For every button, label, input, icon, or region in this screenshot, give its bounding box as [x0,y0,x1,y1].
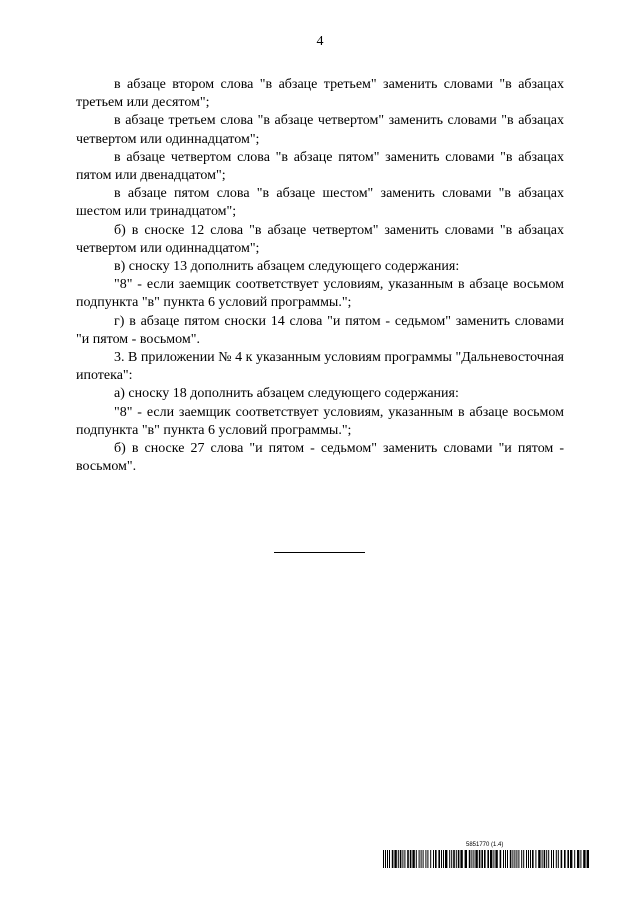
closing-separator-line [274,552,365,553]
paragraph: "8" - если заемщик соответствует условиям, указанным в абзаце восьмом подпункта "в" пункта 6 условий программы."; [76,404,564,438]
paragraph: "8" - если заемщик соответствует условиям, указанным в абзаце восьмом подпункта "в" пункта 6 условий программы."; [76,277,564,311]
barcode-icon [383,850,591,868]
paragraph: б) в сноске 27 слова "и пятом - седьмом" заменить словами "и пятом - восьмом". [76,441,564,475]
page-number: 4 [316,34,324,49]
paragraph: а) сноску 18 дополнить абзацем следующего содержания: [114,386,459,402]
paragraph: б) в сноске 12 слова "в абзаце четвертом" заменить словами "в абзацах четвертом или одиннадцатом"; [76,222,564,256]
paragraph: в абзаце пятом слова "в абзаце шестом" заменить словами "в абзацах шестом или тринадцатом"; [76,186,564,220]
paragraph: 3. В приложении № 4 к указанным условиям программы "Дальневосточная ипотека": [76,350,564,384]
paragraph: в абзаце втором слова "в абзаце третьем" заменить словами "в абзацах третьем или десятом"; [76,77,564,111]
paragraph: в) сноску 13 дополнить абзацем следующего содержания: [114,259,460,275]
paragraph: в абзаце третьем слова "в абзаце четвертом" заменить словами "в абзацах четвертом или одиннадцатом"; [76,113,564,147]
paragraph: в абзаце четвертом слова "в абзаце пятом" заменить словами "в абзацах пятом или двенадцатом"; [76,149,564,184]
document-code: 5851770 (1.4) [466,842,504,848]
document-body [76,76,564,476]
paragraph: г) в абзаце пятом сноски 14 слова "и пятом - седьмом" заменить словами "и пятом - восьмом". [76,313,564,347]
